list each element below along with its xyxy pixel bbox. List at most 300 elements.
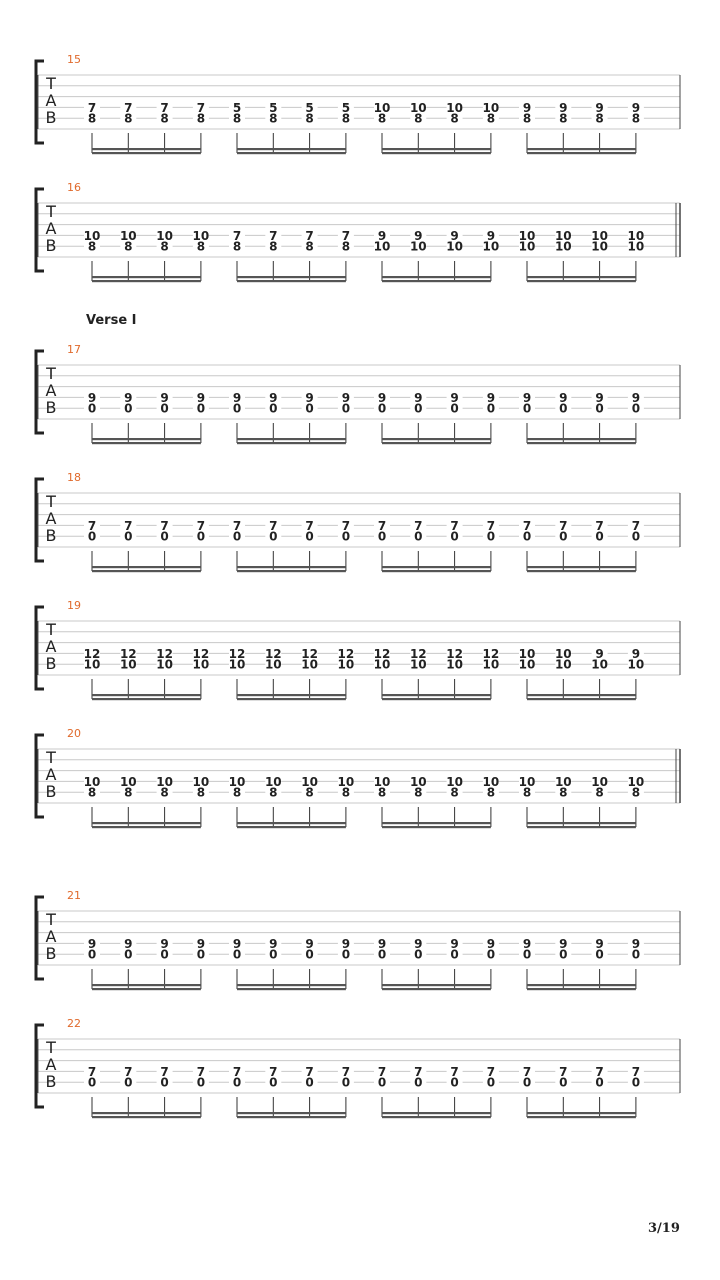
fret-number-lower: 10 — [119, 657, 137, 672]
fret-number-upper: 10 — [228, 774, 246, 789]
system-bracket — [36, 189, 44, 271]
fret-number-upper: 10 — [554, 228, 572, 243]
beam — [92, 988, 201, 990]
fret-number-lower: 8 — [595, 785, 604, 800]
fret-number-upper: 12 — [446, 646, 463, 661]
fret-number-lower: 0 — [87, 401, 97, 416]
beam — [382, 152, 491, 154]
fret-number-upper: 9 — [232, 390, 242, 405]
beam — [92, 152, 201, 154]
tab-clef-letter: T — [46, 492, 56, 511]
tab-clef-letter: T — [46, 74, 56, 93]
fret-number-upper: 9 — [522, 390, 532, 405]
fret-number-upper: 9 — [450, 936, 459, 951]
fret-number-lower: 8 — [377, 111, 387, 126]
fret-number-lower: 0 — [124, 947, 133, 962]
fret-number-upper: 12 — [264, 646, 282, 661]
beam — [237, 826, 346, 828]
fret-number-lower: 8 — [450, 111, 459, 126]
beam — [382, 694, 491, 696]
fret-number-upper: 12 — [156, 646, 173, 661]
beam — [382, 438, 491, 440]
fret-number-lower: 8 — [486, 111, 496, 126]
fret-number-lower: 0 — [196, 947, 206, 962]
fret-number-upper: 10 — [518, 774, 536, 789]
fret-number-upper: 12 — [409, 646, 427, 661]
measure-number: 21 — [67, 889, 81, 902]
beam — [382, 698, 491, 700]
beam — [382, 984, 491, 986]
beam — [237, 1112, 346, 1114]
measure-number: 17 — [67, 343, 81, 356]
beam — [92, 694, 201, 696]
fret-number-lower: 0 — [559, 1075, 568, 1090]
fret-number-upper: 10 — [627, 774, 645, 789]
fret-number-lower: 0 — [87, 529, 97, 544]
beam — [527, 148, 636, 150]
fret-number-upper: 7 — [232, 518, 242, 533]
fret-number-upper: 10 — [482, 100, 500, 115]
fret-number-lower: 0 — [450, 1075, 459, 1090]
fret-number-lower: 8 — [196, 785, 206, 800]
fret-number-lower: 0 — [305, 401, 314, 416]
fret-number-lower: 8 — [450, 785, 459, 800]
fret-number-upper: 9 — [595, 936, 604, 951]
fret-number-upper: 7 — [631, 518, 641, 533]
fret-number-lower: 0 — [341, 401, 351, 416]
measure-number: 20 — [67, 727, 81, 740]
fret-number-lower: 8 — [269, 785, 278, 800]
fret-number-upper: 10 — [627, 228, 645, 243]
fret-number-lower: 10 — [554, 657, 572, 672]
fret-number-upper: 7 — [450, 1064, 459, 1079]
fret-number-upper: 10 — [373, 100, 391, 115]
fret-number-lower: 0 — [450, 947, 459, 962]
fret-number-lower: 0 — [631, 401, 641, 416]
fret-number-lower: 0 — [341, 947, 351, 962]
fret-number-lower: 0 — [414, 947, 423, 962]
fret-number-upper: 10 — [554, 646, 572, 661]
fret-number-upper: 9 — [522, 100, 532, 115]
fret-number-lower: 8 — [341, 785, 351, 800]
fret-number-lower: 10 — [373, 239, 391, 254]
fret-number-upper: 9 — [631, 390, 641, 405]
fret-number-lower: 8 — [305, 111, 314, 126]
fret-number-upper: 10 — [301, 774, 318, 789]
fret-number-upper: 7 — [305, 228, 314, 243]
fret-number-lower: 0 — [486, 401, 496, 416]
system-bracket — [36, 351, 44, 433]
tab-clef-letter: B — [45, 944, 57, 963]
fret-number-upper: 10 — [119, 774, 137, 789]
beam — [382, 570, 491, 572]
fret-number-upper: 9 — [124, 390, 133, 405]
fret-number-lower: 0 — [377, 529, 387, 544]
fret-number-lower: 8 — [559, 785, 568, 800]
fret-number-upper: 9 — [269, 936, 278, 951]
fret-number-upper: 7 — [377, 518, 387, 533]
fret-number-upper: 9 — [595, 646, 604, 661]
fret-number-lower: 0 — [595, 1075, 604, 1090]
fret-number-lower: 8 — [305, 785, 314, 800]
fret-number-upper: 9 — [377, 936, 387, 951]
fret-number-upper: 9 — [631, 100, 641, 115]
fret-number-upper: 7 — [160, 100, 169, 115]
fret-number-lower: 0 — [87, 947, 97, 962]
fret-number-upper: 9 — [196, 936, 206, 951]
beam — [92, 438, 201, 440]
fret-number-lower: 8 — [522, 785, 532, 800]
fret-number-upper: 10 — [591, 774, 608, 789]
fret-number-lower: 10 — [409, 239, 427, 254]
tab-system — [36, 727, 680, 828]
fret-number-upper: 7 — [87, 518, 97, 533]
fret-number-lower: 0 — [87, 1075, 97, 1090]
fret-number-lower: 10 — [482, 239, 500, 254]
beam — [527, 694, 636, 696]
tab-clef-letter: T — [46, 910, 56, 929]
fret-number-lower: 0 — [269, 1075, 278, 1090]
fret-number-upper: 9 — [450, 228, 459, 243]
fret-number-lower: 0 — [196, 529, 206, 544]
tab-clef-letter: A — [45, 765, 57, 784]
tab-clef-letter: A — [45, 509, 57, 528]
fret-number-upper: 9 — [232, 936, 242, 951]
fret-number-upper: 7 — [124, 100, 133, 115]
fret-number-lower: 10 — [373, 657, 391, 672]
fret-number-upper: 10 — [156, 228, 173, 243]
tab-clef-letter: A — [45, 219, 57, 238]
fret-number-lower: 0 — [160, 1075, 169, 1090]
fret-number-lower: 10 — [83, 657, 101, 672]
beam — [237, 280, 346, 282]
fret-number-upper: 9 — [486, 936, 496, 951]
beam — [92, 442, 201, 444]
system-bracket — [36, 1025, 44, 1107]
beam — [382, 280, 491, 282]
fret-number-upper: 7 — [160, 518, 169, 533]
fret-number-upper: 7 — [269, 228, 278, 243]
fret-number-lower: 0 — [522, 401, 532, 416]
fret-number-lower: 10 — [156, 657, 173, 672]
tab-system — [36, 471, 680, 572]
beam — [237, 148, 346, 150]
fret-number-lower: 0 — [305, 947, 314, 962]
tab-clef-letter: A — [45, 637, 57, 656]
fret-number-upper: 9 — [595, 390, 604, 405]
fret-number-upper: 12 — [83, 646, 101, 661]
fret-number-upper: 7 — [486, 1064, 496, 1079]
fret-number-upper: 10 — [518, 646, 536, 661]
tab-clef-letter: A — [45, 927, 57, 946]
fret-number-upper: 12 — [119, 646, 137, 661]
fret-number-lower: 0 — [124, 1075, 133, 1090]
beam — [237, 570, 346, 572]
fret-number-upper: 10 — [554, 774, 572, 789]
fret-number-upper: 7 — [414, 518, 423, 533]
fret-number-lower: 8 — [160, 239, 169, 254]
fret-number-lower: 0 — [160, 947, 169, 962]
beam — [527, 1116, 636, 1118]
fret-number-lower: 10 — [554, 239, 572, 254]
fret-number-lower: 10 — [446, 657, 463, 672]
fret-number-lower: 0 — [196, 1075, 206, 1090]
beam — [237, 984, 346, 986]
fret-number-upper: 12 — [373, 646, 391, 661]
fret-number-lower: 8 — [232, 111, 242, 126]
fret-number-upper: 9 — [124, 936, 133, 951]
fret-number-upper: 7 — [414, 1064, 423, 1079]
beam — [527, 438, 636, 440]
fret-number-lower: 0 — [196, 401, 206, 416]
tab-clef-letter: B — [45, 1072, 57, 1091]
fret-number-lower: 0 — [631, 947, 641, 962]
fret-number-lower: 10 — [627, 657, 645, 672]
tab-systems — [36, 53, 680, 1118]
tab-clef-letter: T — [46, 620, 56, 639]
fret-number-upper: 12 — [301, 646, 318, 661]
tab-clef-letter: T — [46, 364, 56, 383]
tab-system — [36, 53, 680, 154]
fret-number-upper: 10 — [83, 774, 101, 789]
fret-number-lower: 0 — [377, 1075, 387, 1090]
beam — [527, 570, 636, 572]
fret-number-lower: 0 — [595, 529, 604, 544]
fret-number-lower: 8 — [631, 111, 641, 126]
fret-number-lower: 10 — [446, 239, 463, 254]
beam — [237, 988, 346, 990]
fret-number-lower: 8 — [160, 785, 169, 800]
fret-number-lower: 0 — [124, 401, 133, 416]
fret-number-lower: 0 — [559, 401, 568, 416]
beam — [382, 826, 491, 828]
fret-number-lower: 0 — [377, 401, 387, 416]
fret-number-upper: 9 — [486, 228, 496, 243]
fret-number-upper: 10 — [409, 100, 427, 115]
fret-number-upper: 7 — [522, 518, 532, 533]
fret-number-upper: 7 — [522, 1064, 532, 1079]
tab-clef-letter: B — [45, 398, 57, 417]
beam — [92, 826, 201, 828]
fret-number-lower: 0 — [232, 947, 242, 962]
fret-number-upper: 9 — [631, 646, 641, 661]
tab-system — [36, 343, 680, 444]
fret-number-lower: 8 — [87, 785, 97, 800]
fret-number-lower: 0 — [124, 529, 133, 544]
beam — [527, 826, 636, 828]
fret-number-lower: 8 — [124, 239, 133, 254]
fret-number-lower: 10 — [192, 657, 210, 672]
beam — [92, 148, 201, 150]
fret-number-upper: 9 — [341, 936, 351, 951]
fret-number-lower: 0 — [486, 529, 496, 544]
fret-number-lower: 10 — [627, 239, 645, 254]
fret-number-lower: 0 — [232, 529, 242, 544]
fret-number-lower: 0 — [450, 529, 459, 544]
beam — [237, 566, 346, 568]
beam — [527, 442, 636, 444]
fret-number-upper: 9 — [631, 936, 641, 951]
fret-number-upper: 7 — [341, 1064, 351, 1079]
fret-number-upper: 9 — [522, 936, 532, 951]
fret-number-lower: 0 — [377, 947, 387, 962]
fret-number-upper: 10 — [192, 774, 210, 789]
fret-number-upper: 9 — [269, 390, 278, 405]
fret-number-lower: 10 — [301, 657, 318, 672]
beam — [237, 442, 346, 444]
fret-number-upper: 10 — [156, 774, 173, 789]
beam — [237, 1116, 346, 1118]
tab-clef-letter: B — [45, 782, 57, 801]
beam — [92, 570, 201, 572]
fret-number-lower: 8 — [377, 785, 387, 800]
fret-number-lower: 8 — [196, 111, 206, 126]
fret-number-lower: 0 — [486, 1075, 496, 1090]
fret-number-upper: 10 — [482, 774, 500, 789]
beam — [382, 148, 491, 150]
fret-number-lower: 0 — [631, 1075, 641, 1090]
fret-number-lower: 0 — [269, 947, 278, 962]
fret-number-upper: 5 — [341, 100, 351, 115]
fret-number-upper: 9 — [305, 390, 314, 405]
fret-number-upper: 10 — [518, 228, 536, 243]
fret-number-lower: 8 — [269, 239, 278, 254]
fret-number-lower: 0 — [559, 529, 568, 544]
fret-number-upper: 7 — [232, 228, 242, 243]
fret-number-upper: 9 — [414, 228, 423, 243]
beam — [382, 822, 491, 824]
fret-number-upper: 9 — [87, 390, 97, 405]
fret-number-lower: 0 — [160, 529, 169, 544]
fret-number-lower: 0 — [522, 1075, 532, 1090]
fret-number-upper: 9 — [305, 936, 314, 951]
fret-number-upper: 7 — [196, 518, 206, 533]
fret-number-upper: 10 — [192, 228, 210, 243]
fret-number-lower: 0 — [160, 401, 169, 416]
section-label-verse: Verse I — [86, 313, 137, 328]
fret-number-upper: 7 — [232, 1064, 242, 1079]
fret-number-lower: 0 — [414, 1075, 423, 1090]
fret-number-lower: 0 — [305, 1075, 314, 1090]
tab-clef-letter: A — [45, 381, 57, 400]
fret-number-upper: 7 — [124, 518, 133, 533]
tab-clef-letter: B — [45, 526, 57, 545]
beam — [527, 822, 636, 824]
fret-number-upper: 12 — [337, 646, 355, 661]
fret-number-upper: 9 — [559, 936, 568, 951]
fret-number-upper: 10 — [446, 774, 463, 789]
fret-number-lower: 8 — [124, 111, 133, 126]
fret-number-lower: 0 — [486, 947, 496, 962]
fret-number-upper: 7 — [486, 518, 496, 533]
fret-number-lower: 8 — [232, 785, 242, 800]
tab-clef-letter: A — [45, 91, 57, 110]
fret-number-upper: 10 — [446, 100, 463, 115]
beam — [382, 276, 491, 278]
beam — [527, 988, 636, 990]
fret-number-upper: 9 — [450, 390, 459, 405]
beam — [92, 280, 201, 282]
fret-number-upper: 7 — [377, 1064, 387, 1079]
fret-number-upper: 10 — [119, 228, 137, 243]
fret-number-upper: 7 — [450, 518, 459, 533]
fret-number-lower: 10 — [264, 657, 282, 672]
beam — [92, 276, 201, 278]
fret-number-upper: 5 — [305, 100, 314, 115]
tab-clef-letter: T — [46, 1038, 56, 1057]
beam — [237, 698, 346, 700]
fret-number-lower: 8 — [486, 785, 496, 800]
fret-number-upper: 12 — [192, 646, 210, 661]
fret-number-upper: 7 — [269, 1064, 278, 1079]
beam — [527, 280, 636, 282]
fret-number-upper: 7 — [124, 1064, 133, 1079]
fret-number-lower: 8 — [124, 785, 133, 800]
fret-number-upper: 12 — [228, 646, 246, 661]
tab-system — [36, 181, 680, 282]
fret-number-lower: 10 — [228, 657, 246, 672]
fret-number-upper: 9 — [341, 390, 351, 405]
fret-number-lower: 0 — [631, 529, 641, 544]
fret-number-upper: 7 — [196, 100, 206, 115]
measure-number: 18 — [67, 471, 81, 484]
fret-number-upper: 9 — [87, 936, 97, 951]
fret-number-lower: 0 — [559, 947, 568, 962]
fret-number-lower: 10 — [518, 657, 536, 672]
fret-number-upper: 10 — [409, 774, 427, 789]
fret-number-lower: 10 — [591, 657, 608, 672]
fret-number-upper: 10 — [373, 774, 391, 789]
beam — [527, 276, 636, 278]
fret-number-lower: 8 — [414, 111, 423, 126]
beam — [382, 442, 491, 444]
fret-number-lower: 10 — [482, 657, 500, 672]
beam — [527, 698, 636, 700]
fret-number-upper: 7 — [559, 1064, 568, 1079]
tab-clef-letter: B — [45, 236, 57, 255]
system-bracket — [36, 479, 44, 561]
fret-number-upper: 9 — [414, 936, 423, 951]
fret-number-upper: 9 — [377, 390, 387, 405]
fret-number-upper: 10 — [337, 774, 355, 789]
system-bracket — [36, 897, 44, 979]
fret-number-lower: 8 — [341, 239, 351, 254]
fret-number-upper: 7 — [87, 100, 97, 115]
fret-number-lower: 8 — [595, 111, 604, 126]
fret-number-upper: 7 — [341, 518, 351, 533]
fret-number-lower: 0 — [232, 401, 242, 416]
fret-number-lower: 10 — [518, 239, 536, 254]
fret-number-lower: 8 — [196, 239, 206, 254]
beam — [237, 438, 346, 440]
measure-number: 15 — [67, 53, 81, 66]
fret-number-upper: 7 — [631, 1064, 641, 1079]
fret-number-upper: 7 — [87, 1064, 97, 1079]
beam — [382, 988, 491, 990]
beam — [237, 822, 346, 824]
system-bracket — [36, 735, 44, 817]
beam — [237, 694, 346, 696]
fret-number-upper: 9 — [486, 390, 496, 405]
fret-number-upper: 10 — [591, 228, 608, 243]
fret-number-upper: 5 — [232, 100, 242, 115]
beam — [527, 566, 636, 568]
tab-clef-letter: B — [45, 654, 57, 673]
tab-system — [36, 599, 680, 700]
fret-number-lower: 8 — [305, 239, 314, 254]
beam — [382, 1112, 491, 1114]
fret-number-lower: 0 — [595, 401, 604, 416]
